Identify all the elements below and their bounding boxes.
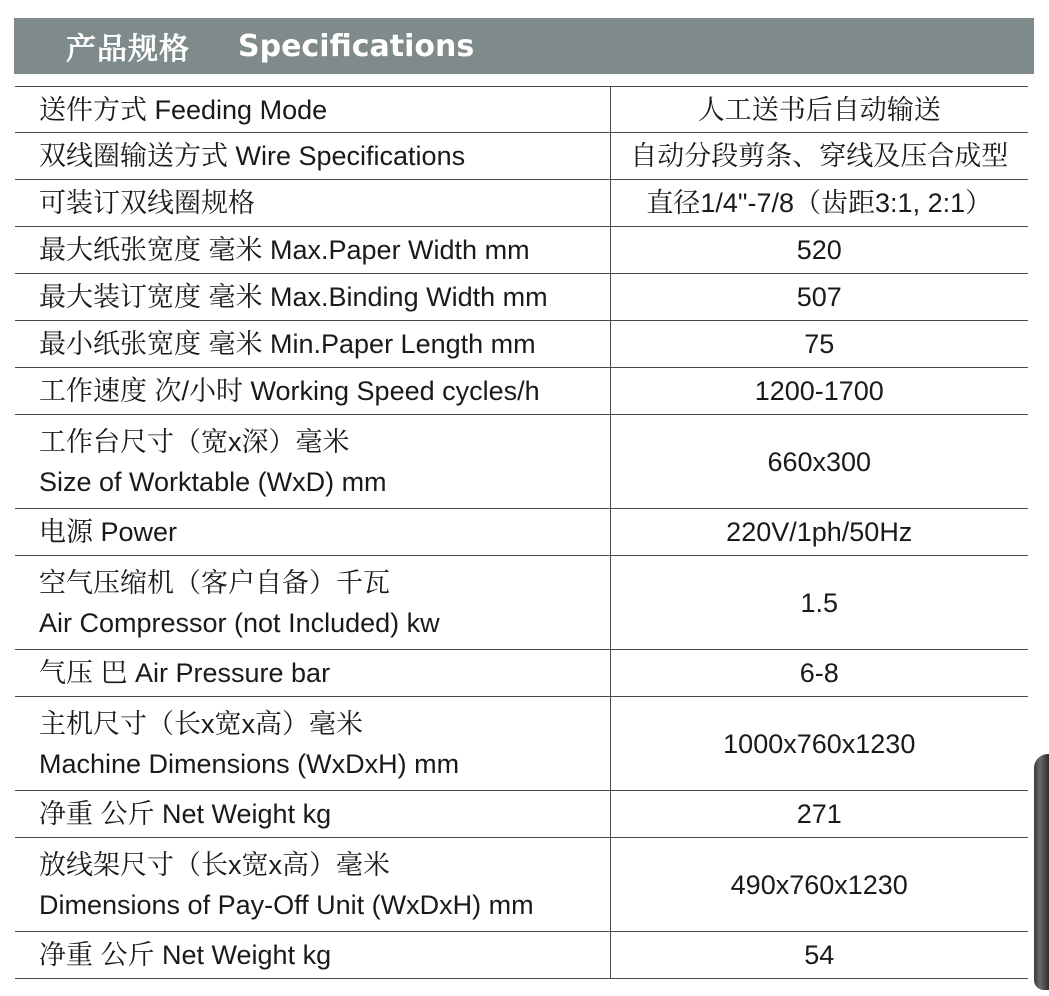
spec-value: 520	[610, 227, 1028, 274]
spec-label	[15, 415, 610, 509]
spec-label	[15, 791, 610, 838]
header-title-en: Specifications	[238, 28, 475, 64]
spec-row	[15, 650, 1028, 697]
spec-row	[15, 509, 1028, 556]
spec-label-line: 净重 公斤 Net Weight kg	[39, 799, 332, 829]
spec-value: 人工送书后自动输送	[610, 87, 1028, 133]
spec-row	[15, 274, 1028, 321]
spec-label-line: 工作台尺寸（宽x深）毫米	[39, 426, 350, 457]
spec-value: 自动分段剪条、穿线及压合成型	[610, 133, 1028, 180]
spec-value: 直径1/4"-7/8（齿距3:1, 2:1）	[610, 180, 1028, 227]
spec-row	[15, 791, 1028, 838]
spec-row	[15, 133, 1028, 180]
spec-label-line: 双线圈输送方式 Wire Specifications	[39, 141, 466, 171]
spec-label-line: 放线架尺寸（长x宽x高）毫米	[39, 849, 390, 880]
spec-label	[15, 650, 610, 697]
spec-label	[15, 697, 610, 791]
spec-label	[15, 227, 610, 274]
page-edge-decoration	[1034, 754, 1049, 990]
spec-row	[15, 556, 1028, 650]
spec-label	[15, 838, 610, 932]
spec-value: 1200-1700	[610, 368, 1028, 415]
spec-row	[15, 838, 1028, 932]
spec-value: 75	[610, 321, 1028, 368]
spec-value: 1.5	[610, 556, 1028, 650]
spec-label	[15, 87, 610, 133]
spec-label-line: 主机尺寸（长x宽x高）毫米	[39, 708, 363, 739]
spec-value: 6-8	[610, 650, 1028, 697]
spec-header-bar	[14, 18, 1034, 74]
spec-row	[15, 87, 1028, 133]
spec-label-line: Size of Worktable (WxD) mm	[39, 466, 387, 497]
spec-label-line: 可装订双线圈规格	[39, 188, 255, 218]
spec-label-line: 净重 公斤 Net Weight kg	[39, 940, 332, 970]
spec-label	[15, 274, 610, 321]
spec-table-body	[15, 87, 1028, 979]
spec-label-line: Dimensions of Pay-Off Unit (WxDxH) mm	[39, 889, 534, 920]
spec-label	[15, 509, 610, 556]
spec-value: 490x760x1230	[610, 838, 1028, 932]
spec-label-line: 最小纸张宽度 毫米 Min.Paper Length mm	[39, 329, 536, 359]
spec-label	[15, 321, 610, 368]
spec-value: 271	[610, 791, 1028, 838]
spec-row	[15, 368, 1028, 415]
spec-row	[15, 932, 1028, 979]
spec-label	[15, 368, 610, 415]
spec-value: 507	[610, 274, 1028, 321]
spec-value: 54	[610, 932, 1028, 979]
spec-label-line: 最大装订宽度 毫米 Max.Binding Width mm	[39, 282, 548, 312]
spec-value: 220V/1ph/50Hz	[610, 509, 1028, 556]
spec-row	[15, 697, 1028, 791]
spec-label-line: 送件方式 Feeding Mode	[39, 94, 328, 125]
spec-label	[15, 180, 610, 227]
spec-label-line: 最大纸张宽度 毫米 Max.Paper Width mm	[39, 235, 530, 265]
spec-label	[15, 556, 610, 650]
spec-label-line: Machine Dimensions (WxDxH) mm	[39, 748, 460, 779]
spec-value: 1000x760x1230	[610, 697, 1028, 791]
spec-table	[15, 86, 1028, 979]
spec-value: 660x300	[610, 415, 1028, 509]
spec-label	[15, 133, 610, 180]
spec-label-line: Air Compressor (not Included) kw	[39, 607, 440, 638]
header-title-cn: 产品规格	[66, 32, 190, 67]
spec-label-line: 工作速度 次/小时 Working Speed cycles/h	[39, 376, 540, 406]
spec-row	[15, 180, 1028, 227]
spec-label-line: 气压 巴 Air Pressure bar	[39, 658, 331, 688]
spec-label-line: 空气压缩机（客户自备）千瓦	[39, 567, 390, 598]
spec-label-line: 电源 Power	[39, 517, 178, 547]
spec-row	[15, 415, 1028, 509]
spec-row	[15, 321, 1028, 368]
spec-label	[15, 932, 610, 979]
spec-row	[15, 227, 1028, 274]
